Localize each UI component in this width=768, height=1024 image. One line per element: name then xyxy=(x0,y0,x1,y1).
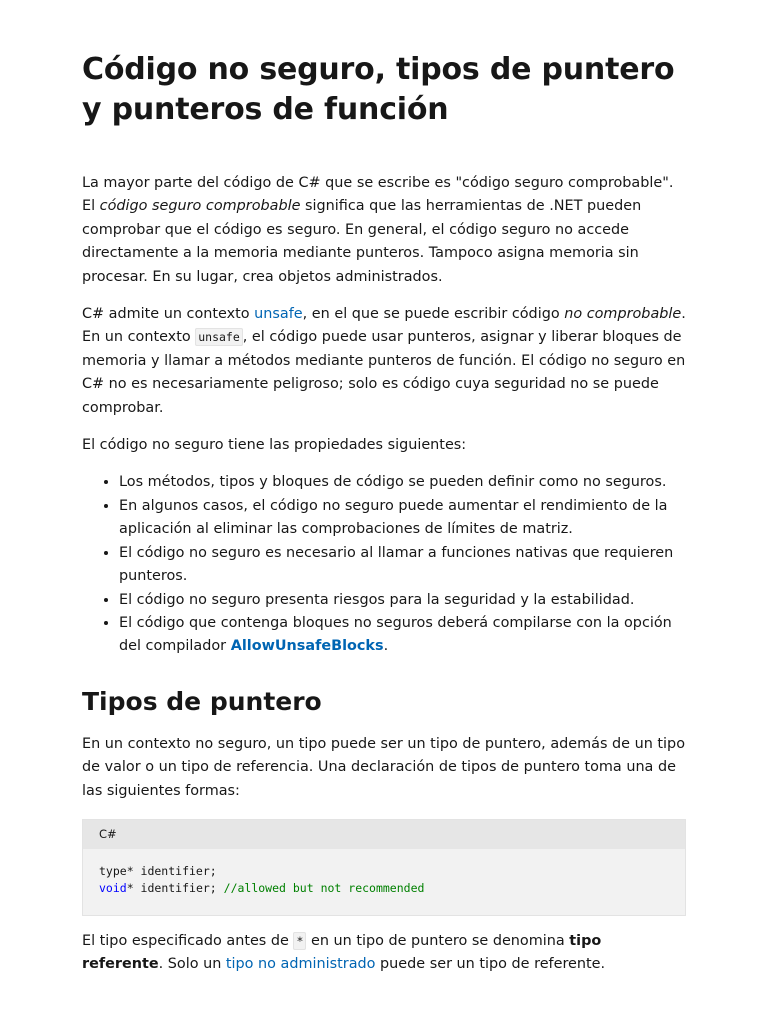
list-item: • El código no seguro es necesario al llamar a funciones nativas que requieren punteros. xyxy=(119,542,686,589)
code-content[interactable] xyxy=(83,849,685,915)
list-item: • El código no seguro presenta riesgos para la seguridad y la estabilidad. xyxy=(119,589,686,612)
intro-emphasis: código seguro comprobable xyxy=(99,198,301,215)
list-item-text: El código que contenga bloques no seguros deberá compilarse con la opción del compilador xyxy=(119,614,672,655)
code-keyword: void xyxy=(99,881,127,896)
asterisk-inline-code: * xyxy=(293,932,306,950)
referent-text-3: . Solo un xyxy=(158,956,226,973)
properties-list xyxy=(82,471,686,658)
context-text-3: . En un contexto xyxy=(82,306,686,346)
referent-paragraph xyxy=(82,930,686,977)
referent-text-4: puede ser un tipo de referente. xyxy=(375,956,606,973)
context-text-1: C# admite un contexto xyxy=(82,306,255,323)
page-title: Código no seguro, tipos de puntero y punteros de función xyxy=(82,52,675,127)
context-paragraph xyxy=(82,303,686,420)
code-line-2: * identifier; xyxy=(126,881,224,896)
context-text-2: , en el que se puede escribir código xyxy=(302,306,565,323)
list-item: • En algunos casos, el código no seguro puede aumentar el rendimiento de la aplicación al eliminar las comprobaciones de límites de matriz. xyxy=(119,495,686,542)
unmanaged-type-link[interactable]: tipo no administrado xyxy=(225,956,376,973)
referent-strong: tipo referente xyxy=(82,932,602,973)
unsafe-link[interactable]: unsafe xyxy=(254,306,303,323)
context-emphasis: no comprobable xyxy=(564,306,682,323)
code-line-1: type* identifier; xyxy=(99,863,217,878)
code-block xyxy=(82,819,686,916)
code-language-label: C# xyxy=(83,820,685,849)
list-item-end: . xyxy=(383,638,389,655)
allowunsafeblocks-link[interactable]: AllowUnsafeBlocks xyxy=(230,638,384,655)
list-item xyxy=(119,612,686,659)
list-item: • Los métodos, tipos y bloques de código se pueden definir como no seguros. xyxy=(119,471,686,494)
intro-text-2: significa que las herramientas de .NET pueden comprobar que el código es seguro. En general, el código seguro no accede directamente a la memoria mediante punteros. Tampoco asigna memoria sin procesar. En su lugar, crea objetos administrados. xyxy=(82,198,642,285)
context-text-4: , el código puede usar punteros, asignar y liberar bloques de memoria y llamar a métodos mediante punteros de función. El código no seguro en C# no es necesariamente peligroso; solo es código cuya seguridad no se puede comprobar. xyxy=(82,329,686,416)
unsafe-inline-code: unsafe xyxy=(195,328,243,346)
referent-text-2: en un tipo de puntero se denomina xyxy=(306,932,570,949)
properties-intro: El código no seguro tiene las propiedades siguientes: xyxy=(82,437,467,454)
section-intro-paragraph: En un contexto no seguro, un tipo puede ser un tipo de puntero, además de un tipo de valor o un tipo de referencia. Una declaración de tipos de puntero toma una de las siguientes formas: xyxy=(82,735,685,799)
code-comment: //allowed but not recommended xyxy=(223,881,425,896)
section-heading-pointer-types: Tipos de puntero xyxy=(82,686,322,716)
referent-text-1: El tipo especificado antes de xyxy=(82,932,294,949)
intro-paragraph xyxy=(82,172,686,289)
intro-text-1: La mayor parte del código de C# que se escribe es "código seguro comprobable". El xyxy=(82,175,674,215)
